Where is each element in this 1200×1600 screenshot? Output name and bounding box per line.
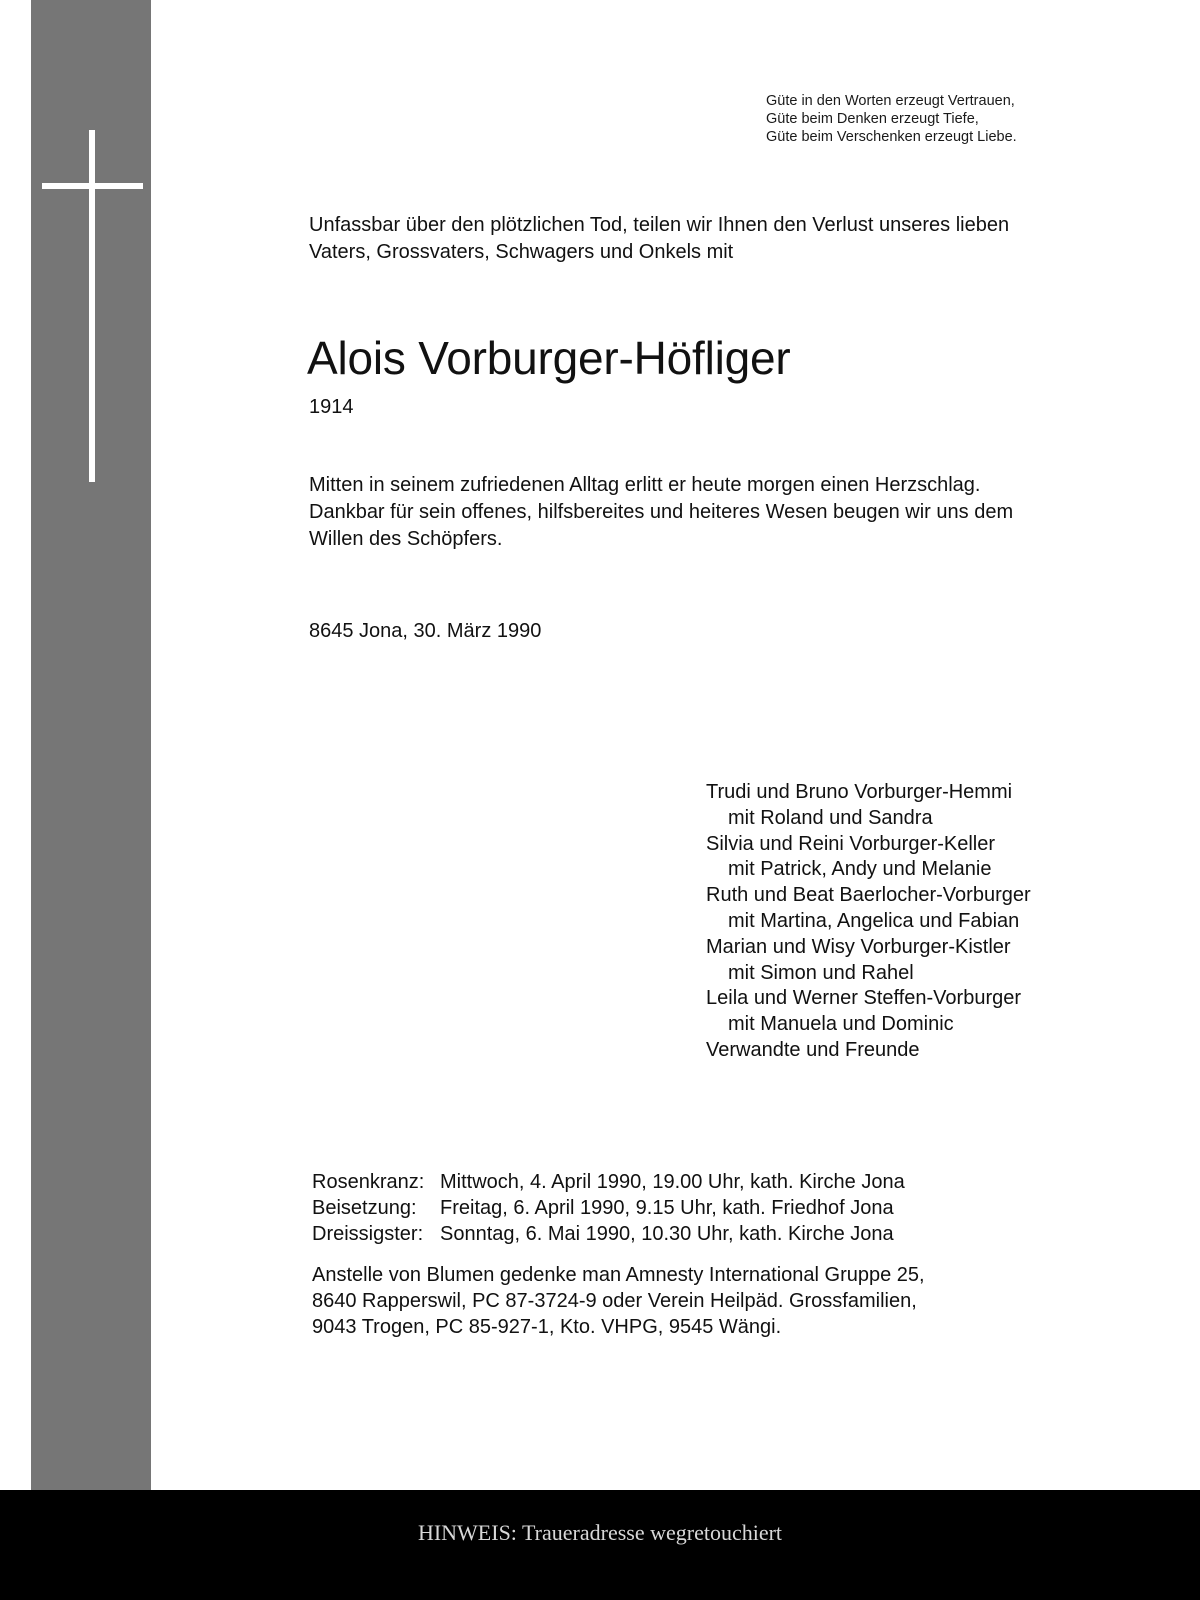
mourner-couple: Silvia und Reini Vorburger-Keller <box>706 832 996 855</box>
motto-line: Güte beim Verschenken erzeugt Liebe. <box>766 129 1017 145</box>
intro-text <box>309 212 1109 266</box>
mourner-children: mit Martina, Angelica und Fabian <box>728 909 1020 932</box>
mourner-couple: Leila und Werner Steffen-Vorburger <box>706 987 1022 1010</box>
services-schedule <box>312 1170 905 1247</box>
mourners-list <box>706 780 1031 1064</box>
mourner-children: mit Manuela und Dominic <box>728 1013 954 1036</box>
intro-line: Unfassbar über den plötzlichen Tod, teilen wir Ihnen den Verlust unseres lieben <box>309 214 1010 236</box>
message-line: Willen des Schöpfers. <box>309 528 503 550</box>
relatives-line: Verwandte und Freunde <box>706 1038 920 1061</box>
service-detail: Freitag, 6. April 1990, 9.15 Uhr, kath. Friedhof Jona <box>440 1196 894 1219</box>
mourner-children: mit Patrick, Andy und Melanie <box>728 858 992 881</box>
donation-note <box>312 1262 925 1340</box>
service-detail: Mittwoch, 4. April 1990, 19.00 Uhr, kath. Kirche Jona <box>440 1171 905 1193</box>
mourner-children: mit Roland und Sandra <box>728 806 933 829</box>
donation-line: Anstelle von Blumen gedenke man Amnesty International Gruppe 25, <box>312 1264 925 1286</box>
message-line: Mitten in seinem zufriedenen Alltag erlitt er heute morgen einen Herzschlag. <box>309 474 981 496</box>
mourner-couple: Ruth und Beat Baerlocher-Vorburger <box>706 884 1031 907</box>
intro-line: Vaters, Grossvaters, Schwagers und Onkels mit <box>309 241 734 263</box>
service-detail: Sonntag, 6. Mai 1990, 10.30 Uhr, kath. Kirche Jona <box>440 1222 894 1245</box>
footer-bar <box>0 1490 1200 1600</box>
deceased-name: Alois Vorburger-Höfliger <box>307 332 791 384</box>
motto-line: Güte in den Worten erzeugt Vertrauen, <box>766 93 1015 109</box>
service-row <box>312 1196 905 1222</box>
mourner-couple: Trudi und Bruno Vorburger-Hemmi <box>706 781 1013 803</box>
service-label: Rosenkranz: <box>312 1171 425 1193</box>
footer-note: HINWEIS: Traueradresse wegretouchiert <box>417 1520 783 1545</box>
place-date: 8645 Jona, 30. März 1990 <box>309 620 542 642</box>
service-label: Dreissigster: <box>312 1222 424 1245</box>
service-label: Beisetzung: <box>312 1196 417 1219</box>
cross-icon-horizontal-bar <box>42 183 143 189</box>
mourner-children: mit Simon und Rahel <box>728 961 914 984</box>
motto-quote <box>766 92 1017 146</box>
birth-year: 1914 <box>309 396 354 418</box>
message-text <box>309 472 1013 553</box>
donation-line: 8640 Rapperswil, PC 87-3724-9 oder Verein Heilpäd. Grossfamilien, <box>312 1290 917 1312</box>
service-row <box>312 1170 905 1196</box>
mourner-couple: Marian und Wisy Vorburger-Kistler <box>706 935 1011 958</box>
donation-line: 9043 Trogen, PC 85-927-1, Kto. VHPG, 9545 Wängi. <box>312 1316 782 1338</box>
service-row <box>312 1222 905 1248</box>
motto-line: Güte beim Denken erzeugt Tiefe, <box>766 111 979 127</box>
message-line: Dankbar für sein offenes, hilfsbereites und heiteres Wesen beugen wir uns dem <box>309 501 1014 523</box>
